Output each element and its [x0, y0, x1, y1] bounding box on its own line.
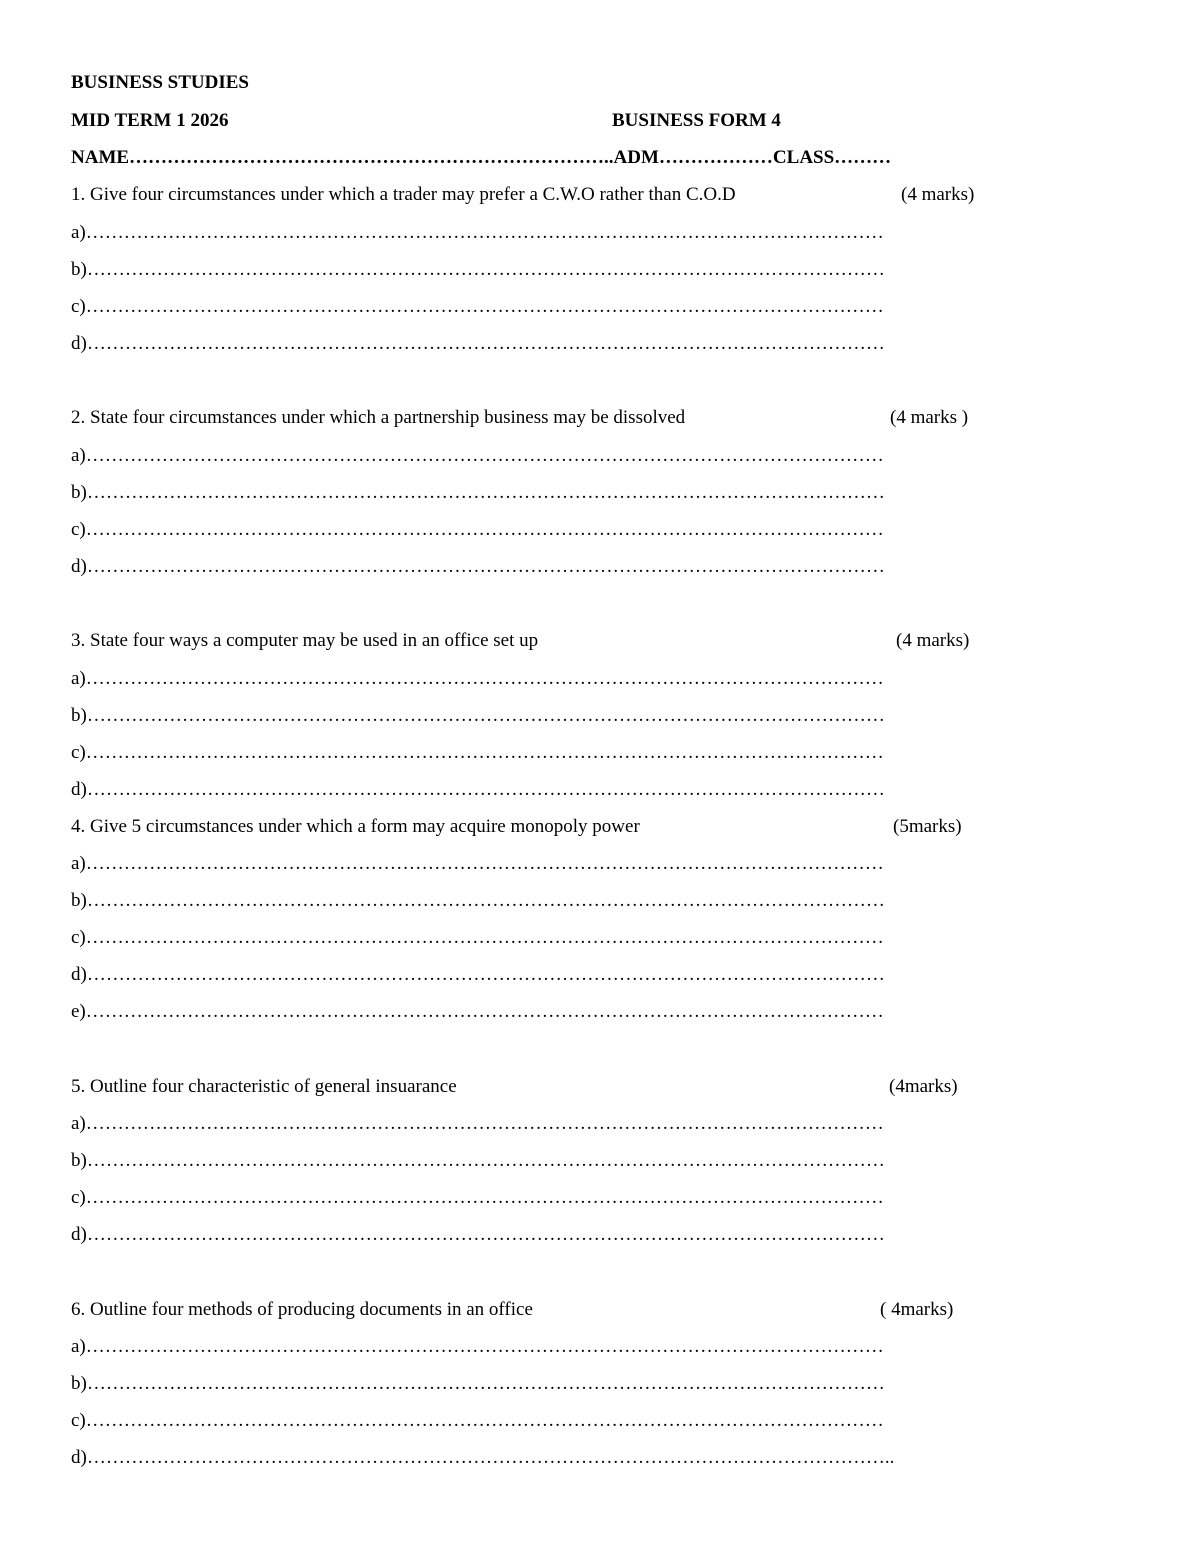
answer-line: d)……………………………………………………………………………………………………………… [71, 1224, 885, 1245]
question-5-text: 5. Outline four characteristic of general insuarance [71, 1076, 457, 1097]
question-4-marks: (5marks) [893, 816, 962, 837]
question-3-marks: (4 marks) [896, 630, 970, 651]
answer-line: b)……………………………………………………………………………………………………………… [71, 1150, 885, 1171]
answer-line: d)……………………………………………………………………………………………………………… [71, 964, 885, 985]
question-1-marks: (4 marks) [901, 184, 975, 205]
answer-line: c)……………………………………………………………………………………………………………… [71, 927, 884, 948]
question-6-marks: ( 4marks) [880, 1299, 954, 1320]
answer-line: b)……………………………………………………………………………………………………………… [71, 705, 885, 726]
question-2-text: 2. State four circumstances under which a partnership business may be dissolved [71, 407, 686, 428]
answer-line: b)……………………………………………………………………………………………………………… [71, 1373, 885, 1394]
answer-line: c)……………………………………………………………………………………………………………… [71, 1410, 884, 1431]
answer-line: a)……………………………………………………………………………………………………………… [71, 668, 884, 689]
answer-line: d)……………………………………………………………………………………………………………… [71, 556, 885, 577]
answer-line: a)……………………………………………………………………………………………………………… [71, 1336, 884, 1357]
answer-line: b)……………………………………………………………………………………………………………… [71, 259, 885, 280]
answer-line: d)……………………………………………………………………………………………………………… [71, 779, 885, 800]
answer-line: a)……………………………………………………………………………………………………………… [71, 445, 884, 466]
answer-line: a)……………………………………………………………………………………………………………… [71, 222, 884, 243]
answer-line: c)……………………………………………………………………………………………………………… [71, 519, 884, 540]
answer-line: c)……………………………………………………………………………………………………………… [71, 742, 884, 763]
question-1-text: 1. Give four circumstances under which a trader may prefer a C.W.O rather than C.O.D [71, 184, 736, 205]
answer-line: a)……………………………………………………………………………………………………………… [71, 1113, 884, 1134]
subject-title: BUSINESS STUDIES [71, 72, 249, 93]
answer-line: e)……………………………………………………………………………………………………………… [71, 1001, 884, 1022]
answer-line: a)……………………………………………………………………………………………………………… [71, 853, 884, 874]
form-title: BUSINESS FORM 4 [612, 110, 781, 131]
answer-line: d)……………………………………………………………………………………………………………….. [71, 1447, 895, 1468]
answer-line: c)……………………………………………………………………………………………………………… [71, 1187, 884, 1208]
term-title: MID TERM 1 2026 [71, 110, 229, 131]
answer-line: b)……………………………………………………………………………………………………………… [71, 890, 885, 911]
question-6-text: 6. Outline four methods of producing documents in an office [71, 1299, 533, 1320]
answer-line: d)……………………………………………………………………………………………………………… [71, 333, 885, 354]
question-4-text: 4. Give 5 circumstances under which a form may acquire monopoly power [71, 816, 640, 837]
answer-line: c)……………………………………………………………………………………………………………… [71, 296, 884, 317]
question-5-marks: (4marks) [889, 1076, 958, 1097]
answer-line: b)……………………………………………………………………………………………………………… [71, 482, 885, 503]
name-adm-class-line: NAME…………………………………………………………………..ADM………………CLASS……… [71, 147, 892, 168]
question-3-text: 3. State four ways a computer may be used in an office set up [71, 630, 539, 651]
question-2-marks: (4 marks ) [890, 407, 969, 428]
